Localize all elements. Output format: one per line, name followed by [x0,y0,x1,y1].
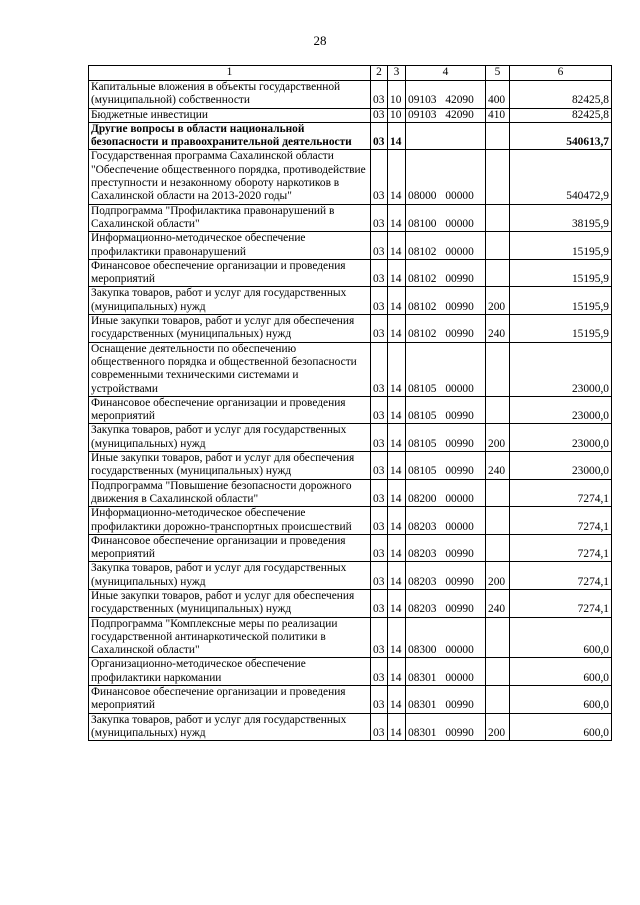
cell-subsection: 10 [388,81,406,109]
cell-name: Иные закупки товаров, работ и услуг для обеспечения государственных (муниципальных) нужд [89,589,371,617]
cell-name: Закупка товаров, работ и услуг для государственных (муниципальных) нужд [89,713,371,741]
budget-table [88,65,612,741]
cell-section: 03 [371,617,388,658]
cell-expense-type [486,150,510,204]
table-row [89,507,612,535]
cell-amount: 38195,9 [510,204,612,232]
cell-expense-type [486,617,510,658]
cell-section: 03 [371,204,388,232]
cell-target-article: 08203 00990 [406,534,486,562]
cell-subsection: 14 [388,204,406,232]
cell-section: 03 [371,342,388,396]
table-row [89,232,612,260]
cell-amount: 540472,9 [510,150,612,204]
table-row [89,686,612,714]
header-cell-amount: 6 [510,66,612,81]
table-row [89,713,612,741]
cell-expense-type [486,507,510,535]
cell-name: Государственная программа Сахалинской области "Обеспечение общественного порядка, противодействие преступности и незаконному обороту наркотиков в Сахалинской области на 2013-2020 годы" [89,150,371,204]
header-cell-target-article: 4 [406,66,486,81]
table-row [89,315,612,343]
table-row [89,108,612,122]
cell-target-article: 09103 42090 [406,81,486,109]
cell-subsection: 14 [388,507,406,535]
cell-section: 03 [371,396,388,424]
cell-name: Другие вопросы в области национальной безопасности и правоохранительной деятельности [89,122,371,150]
cell-target-article: 09103 42090 [406,108,486,122]
cell-expense-type: 410 [486,108,510,122]
page-number: 28 [313,33,327,48]
table-row [89,424,612,452]
table-row [89,534,612,562]
cell-section: 03 [371,424,388,452]
cell-name: Финансовое обеспечение организации и проведения мероприятий [89,396,371,424]
cell-name: Оснащение деятельности по обеспечению общественного порядка и общественной безопасности современными техническими системами и устройствами [89,342,371,396]
cell-section: 03 [371,81,388,109]
cell-section: 03 [371,713,388,741]
cell-expense-type [486,396,510,424]
cell-subsection: 14 [388,479,406,507]
cell-name: Подпрограмма "Повышение безопасности дорожного движения в Сахалинской области" [89,479,371,507]
cell-name: Подпрограмма "Комплексные меры по реализации государственной антинаркотической политики в Сахалинской области" [89,617,371,658]
table-row [89,122,612,150]
cell-expense-type [486,534,510,562]
cell-subsection: 14 [388,122,406,150]
cell-expense-type: 240 [486,315,510,343]
cell-target-article: 08300 00000 [406,617,486,658]
cell-amount: 540613,7 [510,122,612,150]
cell-section: 03 [371,315,388,343]
cell-amount: 7274,1 [510,589,612,617]
cell-subsection: 14 [388,424,406,452]
cell-target-article: 08000 00000 [406,150,486,204]
cell-target-article: 08203 00000 [406,507,486,535]
cell-subsection: 14 [388,562,406,590]
cell-subsection: 14 [388,452,406,480]
table-row [89,617,612,658]
cell-amount: 82425,8 [510,108,612,122]
table-body [89,81,612,741]
cell-expense-type [486,232,510,260]
table-row [89,259,612,287]
table-row [89,81,612,109]
cell-target-article: 08105 00990 [406,424,486,452]
cell-section: 03 [371,287,388,315]
cell-name: Подпрограмма "Профилактика правонарушений в Сахалинской области" [89,204,371,232]
table-header-row [89,66,612,81]
table-row [89,204,612,232]
cell-name: Закупка товаров, работ и услуг для государственных (муниципальных) нужд [89,562,371,590]
cell-amount: 82425,8 [510,81,612,109]
cell-target-article: 08105 00990 [406,396,486,424]
cell-section: 03 [371,507,388,535]
cell-section: 03 [371,686,388,714]
cell-section: 03 [371,452,388,480]
cell-expense-type [486,204,510,232]
header-cell-name: 1 [89,66,371,81]
cell-section: 03 [371,658,388,686]
cell-subsection: 14 [388,259,406,287]
cell-amount: 600,0 [510,617,612,658]
cell-section: 03 [371,150,388,204]
cell-name: Иные закупки товаров, работ и услуг для обеспечения государственных (муниципальных) нужд [89,315,371,343]
cell-subsection: 14 [388,232,406,260]
table-row [89,396,612,424]
cell-target-article: 08102 00990 [406,259,486,287]
cell-amount: 15195,9 [510,259,612,287]
cell-name: Информационно-методическое обеспечение профилактики дорожно-транспортных происшествий [89,507,371,535]
cell-amount: 7274,1 [510,507,612,535]
cell-amount: 23000,0 [510,424,612,452]
cell-name: Закупка товаров, работ и услуг для государственных (муниципальных) нужд [89,287,371,315]
cell-expense-type: 200 [486,424,510,452]
cell-expense-type [486,658,510,686]
cell-name: Организационно-методическое обеспечение профилактики наркомании [89,658,371,686]
cell-subsection: 14 [388,287,406,315]
table-row [89,658,612,686]
cell-amount: 15195,9 [510,232,612,260]
cell-expense-type [486,479,510,507]
cell-subsection: 10 [388,108,406,122]
cell-amount: 15195,9 [510,315,612,343]
cell-target-article: 08200 00000 [406,479,486,507]
header-cell-section: 2 [371,66,388,81]
cell-target-article [406,122,486,150]
cell-expense-type [486,259,510,287]
cell-section: 03 [371,562,388,590]
cell-expense-type [486,122,510,150]
cell-target-article: 08105 00000 [406,342,486,396]
cell-expense-type: 240 [486,589,510,617]
cell-target-article: 08301 00990 [406,713,486,741]
cell-section: 03 [371,232,388,260]
cell-expense-type [486,686,510,714]
cell-expense-type: 400 [486,81,510,109]
header-cell-subsection: 3 [388,66,406,81]
header-cell-expense-type: 5 [486,66,510,81]
cell-amount: 7274,1 [510,479,612,507]
cell-target-article: 08203 00990 [406,589,486,617]
table-row [89,562,612,590]
cell-amount: 600,0 [510,686,612,714]
cell-name: Капитальные вложения в объекты государственной (муниципальной) собственности [89,81,371,109]
cell-section: 03 [371,108,388,122]
cell-amount: 23000,0 [510,452,612,480]
cell-name: Финансовое обеспечение организации и проведения мероприятий [89,534,371,562]
cell-subsection: 14 [388,534,406,562]
cell-expense-type [486,342,510,396]
cell-target-article: 08301 00000 [406,658,486,686]
cell-expense-type: 200 [486,713,510,741]
cell-amount: 600,0 [510,658,612,686]
cell-subsection: 14 [388,396,406,424]
cell-target-article: 08301 00990 [406,686,486,714]
table-row [89,589,612,617]
cell-section: 03 [371,589,388,617]
cell-subsection: 14 [388,589,406,617]
cell-target-article: 08102 00990 [406,315,486,343]
cell-subsection: 14 [388,713,406,741]
cell-subsection: 14 [388,686,406,714]
cell-subsection: 14 [388,658,406,686]
table-row [89,150,612,204]
cell-amount: 600,0 [510,713,612,741]
cell-subsection: 14 [388,617,406,658]
cell-target-article: 08105 00990 [406,452,486,480]
cell-expense-type: 200 [486,562,510,590]
cell-target-article: 08102 00000 [406,232,486,260]
cell-expense-type: 200 [486,287,510,315]
cell-target-article: 08100 00000 [406,204,486,232]
table-row [89,452,612,480]
table-row [89,342,612,396]
cell-name: Информационно-методическое обеспечение профилактики правонарушений [89,232,371,260]
cell-section: 03 [371,122,388,150]
cell-amount: 23000,0 [510,342,612,396]
cell-section: 03 [371,259,388,287]
cell-name: Иные закупки товаров, работ и услуг для обеспечения государственных (муниципальных) нужд [89,452,371,480]
table-row [89,287,612,315]
cell-subsection: 14 [388,342,406,396]
cell-subsection: 14 [388,150,406,204]
cell-name: Закупка товаров, работ и услуг для государственных (муниципальных) нужд [89,424,371,452]
cell-subsection: 14 [388,315,406,343]
cell-target-article: 08203 00990 [406,562,486,590]
cell-amount: 23000,0 [510,396,612,424]
cell-target-article: 08102 00990 [406,287,486,315]
cell-amount: 7274,1 [510,534,612,562]
cell-expense-type: 240 [486,452,510,480]
cell-section: 03 [371,479,388,507]
cell-name: Финансовое обеспечение организации и проведения мероприятий [89,686,371,714]
cell-amount: 15195,9 [510,287,612,315]
cell-name: Финансовое обеспечение организации и проведения мероприятий [89,259,371,287]
cell-section: 03 [371,534,388,562]
cell-amount: 7274,1 [510,562,612,590]
cell-name: Бюджетные инвестиции [89,108,371,122]
table-row [89,479,612,507]
